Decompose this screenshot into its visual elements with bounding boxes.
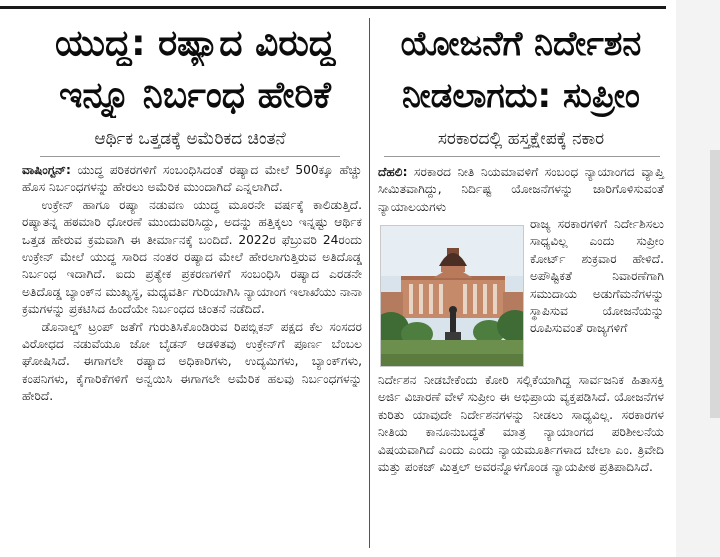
right-article-body-top <box>378 164 664 216</box>
right-headline-line2: ನೀಡಲಾಗದು: ಸುಪ್ರೀಂ <box>401 76 640 116</box>
left-paragraph-2: ಉಕ್ರೇನ್ ಹಾಗೂ ರಷ್ಯಾ ನಡುವಣ ಯುದ್ಧ ಮೂರನೇ ವರ್ಷಕ್ಕೆ ಕಾಲಿಡುತ್ತಿದೆ. ರಷ್ಯಾತನ್ನ ಹಠಮಾರಿ ಧೋರಣೆ ಮುಂದುವರಿಸಿದ್ದು, ಅದನ್ನು ಹತ್ತಿಕ್ಕಲು ಇನ್ನಷ್ಟು ಆರ್ಥಿಕ ಒತ್ತಡ ಹೇರುವ ಕ್ರಮವಾಗಿ ಈ ತೀರ್ಮಾನಕ್ಕೆ ಬಂದಿದೆ. 2022ರ ಫೆಬ್ರುವರಿ 24ರಂದು ಉಕ್ರೇನ್ ಮೇಲೆ ಯುದ್ಧ ಸಾರಿದ ನಂತರ ರಷ್ಯಾದ ಮೇಲೆ ಹೇರಲಾಗುತ್ತಿರುವ ಅತಿದೊಡ್ಡ ನಿರ್ಬಂಧ ಇದಾಗಿದೆ. ಐದು ಪ್ರತ್ಯೇಕ ಪ್ರಕರಣಗಳಿಗೆ ಸಂಬಂಧಿಸಿ ರಷ್ಯಾದ ಎರಡನೇ ಅತಿದೊಡ್ಡ ಬ್ಯಾಂಕ್‌ನ ಮುಖ್ಯಸ್ಥ, ಮಧ್ಯವರ್ತಿ ಗುರಿಯಾಗಿಸಿ ನ್ಯಾಯಾಂಗ ಇಲಾಖೆಯು ನಾನಾ ಕ್ರಮಗಳನ್ನು ಪ್ರಕಟಿಸಿದ ಹಿಂದೆಯೇ ನಿರ್ಬಂಧದ ಚಿಂತನೆ ನಡೆದಿದೆ. <box>22 197 362 317</box>
left-dateline: ವಾಷಿಂಗ್ಟನ್: <box>22 163 71 177</box>
column-divider <box>369 18 370 548</box>
right-deck: ಸರಕಾರದಲ್ಲಿ ಹಸ್ತಕ್ಷೇಪಕ್ಕೆ ನಕಾರ <box>437 129 605 149</box>
supreme-court-photo <box>380 225 524 367</box>
page-top-rule <box>0 6 666 9</box>
page-edge-shadow <box>710 150 720 418</box>
left-deck: ಆರ್ಥಿಕ ಒತ್ತಡಕ್ಕೆ ಅಮೆರಿಕದ ಚಿಂತನೆ <box>94 129 286 149</box>
left-paragraph-3: ಡೊನಾಲ್ಡ್ ಟ್ರಂಪ್ ಜತೆಗೆ ಗುರುತಿಸಿಕೊಂಡಿರುವ ರಿಪಬ್ಲಿಕನ್ ಪಕ್ಷದ ಕೆಲ ಸಂಸದರ ವಿರೋಧದ ನಡುವೆಯೂ ಜೋ ಬೈಡನ್ ಆಡಳಿತವು ಉಕ್ರೇನ್‌ಗೆ ಪೂರ್ಣ ಬೆಂಬಲ ಘೋಷಿಸಿದೆ. ಈಗಾಗಲೇ ರಷ್ಯಾದ ಅಧಿಕಾರಿಗಳು, ಉದ್ಯಮಿಗಳು, ಬ್ಯಾಂಕ್‌ಗಳು, ಕಂಪನಿಗಳು, ಕೈಗಾರಿಕೆಗಳಿಗೆ ಅನ್ವಯಿಸಿ ಈಗಾಗಲೇ ಅಮೆರಿಕ ಹಲವು ನಿರ್ಬಂಧಗಳನ್ನು ಹೇರಿದೆ. <box>22 319 362 404</box>
right-article-body-side: ರಾಜ್ಯ ಸರಕಾರಗಳಿಗೆ ನಿರ್ದೇಶಿಸಲು ಸಾಧ್ಯವಿಲ್ಲ ಎಂದು ಸುಪ್ರೀಂ ಕೋರ್ಟ್ ಶುಕ್ರವಾರ ಹೇಳಿದೆ. ಅಪೌಷ್ಟಿಕತೆ ನಿವಾರಣೆಗಾಗಿ ಸಮುದಾಯ ಅಡುಗೆಮನೆಗಳನ್ನು ಸ್ಥಾಪಿಸುವ ಯೋಜನೆಯನ್ನು ರೂಪಿಸುವಂತೆ ರಾಜ್ಯಗಳಿಗೆ <box>530 217 664 336</box>
left-paragraph-1 <box>22 162 362 197</box>
right-article-body-bottom: ನಿರ್ದೇಶನ ನೀಡಬೇಕೆಂದು ಕೋರಿ ಸಲ್ಲಿಕೆಯಾಗಿದ್ದ ಸಾರ್ವಜನಿಕ ಹಿತಾಸಕ್ತಿ ಅರ್ಜಿ ವಿಚಾರಣೆ ವೇಳೆ ಸುಪ್ರೀಂ ಈ ಅಭಿಪ್ರಾಯ ವ್ಯಕ್ತಪಡಿಸಿದೆ. ಯೋಜನೆಗಳ ಕುರಿತು ಯಾವುದೇ ನಿರ್ದೇಶನಗಳನ್ನು ನೀಡಲು ಸಾಧ್ಯವಿಲ್ಲ. ಸರಕಾರಗಳ ನೀತಿಯ ಕಾನೂನುಬದ್ಧತೆ ಮಾತ್ರ ನ್ಯಾಯಾಂಗದ ಪರಿಶೀಲನೆಯ ವಿಷಯವಾಗಿದೆ ಎಂದು ಎಂದು ನ್ಯಾಯಮೂರ್ತಿಗಳಾದ ಬೇಲಾ ಎಂ. ತ್ರಿವೇದಿ ಮತ್ತು ಪಂಕಜ್ ಮಿತ್ತಲ್ ಅವರನ್ನೊಳಗೊಂಡ ನ್ಯಾಯಪೀಠ ಪ್ರತಿಪಾದಿಸಿದೆ. <box>378 373 664 475</box>
left-article-body <box>22 162 362 552</box>
left-headline-line2: ಇನ್ನೂ ನಿರ್ಬಂಧ ಹೇರಿಕೆ <box>59 75 331 116</box>
right-dateline: ದೆಹಲಿ: <box>378 165 408 179</box>
right-headline-line1: ಯೋಜನೆಗೆ ನಿರ್ದೇಶನ <box>400 24 642 64</box>
left-headline-line1: ಯುದ್ಧ: ರಷ್ಯಾದ ವಿರುದ್ಧ <box>55 23 335 64</box>
left-paragraph-1-text: ಯುದ್ಧ ಪರಿಕರಗಳಿಗೆ ಸಂಬಂಧಿಸಿದಂತೆ ರಷ್ಯಾದ ಮೇಲೆ 500ಕ್ಕೂ ಹೆಚ್ಚು ಹೊಸ ನಿರ್ಬಂಧಗಳನ್ನು ಹೇರಲು ಅಮೆರಿಕ ಮುಂದಾಗಿದೆ ಎನ್ನಲಾಗಿದೆ. <box>22 163 362 195</box>
right-body-top-text: ಸರಕಾರದ ನೀತಿ ನಿಯಮಾವಳಿಗೆ ಸಂಬಂಧ ನ್ಯಾಯಾಂಗದ ವ್ಯಾಪ್ತಿ ಸೀಮಿತವಾಗಿದ್ದು, ನಿರ್ದಿಷ್ಟ ಯೋಜನೆಗಳನ್ನು ಜಾರಿಗೊಳಿಸುವಂತೆ ನ್ಯಾಯಾಲಯಗಳು <box>378 165 664 214</box>
left-deck-rule <box>40 156 340 157</box>
right-deck-rule <box>384 156 660 157</box>
supreme-court-building-image <box>381 226 524 367</box>
